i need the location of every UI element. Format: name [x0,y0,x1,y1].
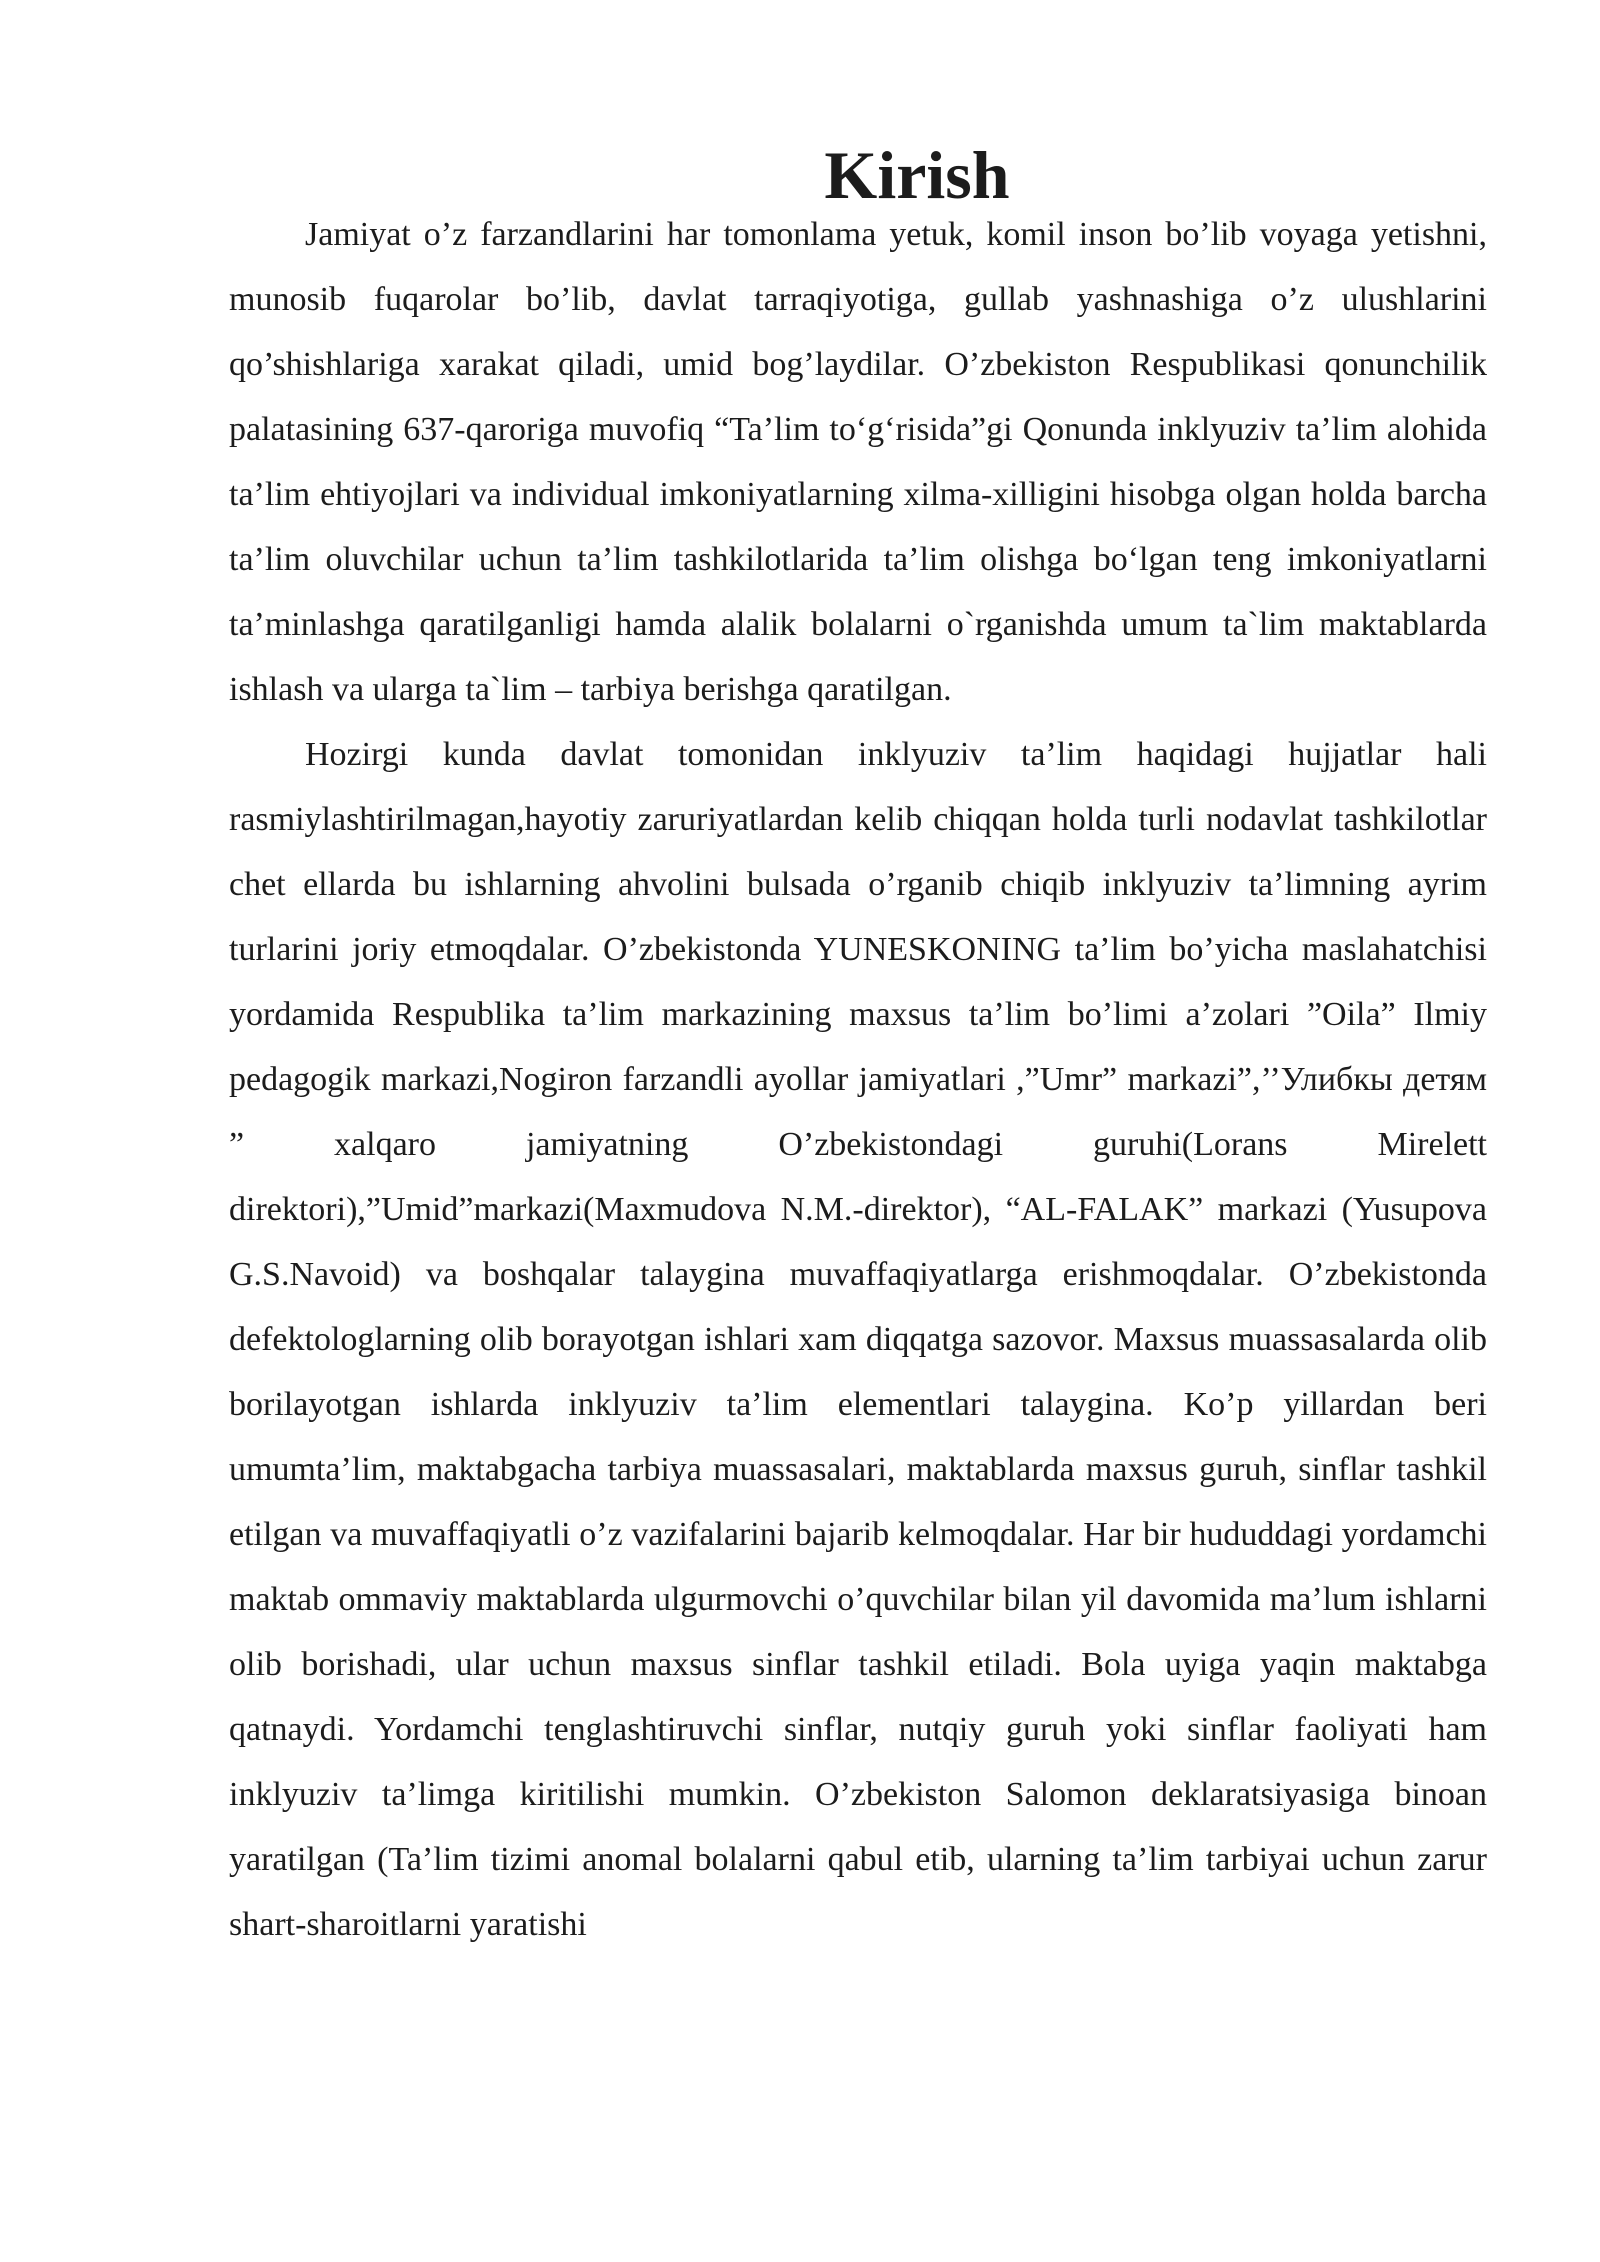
document-body [229,137,1487,1957]
page-title: Kirish [824,137,1010,213]
paragraph-1: Jamiyat o’z farzandlarini har tomonlama yetuk, komil inson bo’lib voyaga yetishni, munosib fuqarolar bo’lib, davlat tarraqiyotiga, gullab yashnashiga o’z ulushlarini qo’shishlariga xarakat qiladi, umid bog’laydilar. O’zbekiston Respublikasi qonunchilik palatasining 637-qaroriga muvofiq “Ta’lim to‘g‘risida”gi Qonunda inklyuziv ta’lim alohida ta’lim ehtiyojlari va individual imkoniyatlarning xilma-xilligini hisobga olgan holda barcha ta’lim oluvchilar uchun ta’lim tashkilotlarida ta’lim olishga bo‘lgan teng imkoniyatlarni ta’minlashga qaratilganligi hamda alalik bolalarni o`rganishda umum ta`lim maktablarda ishlash va ularga ta`lim – tarbiya berishga qaratilgan. [229,216,1487,708]
paragraph-2: Hozirgi kunda davlat tomonidan inklyuziv ta’lim haqidagi hujjatlar hali rasmiylashtirilmagan,hayotiy zaruriyatlardan kelib chiqqan holda turli nodavlat tashkilotlar chet ellarda bu ishlarning ahvolini bulsada o’rganib chiqib inklyuziv ta’limning ayrim turlarini joriy etmoqdalar. O’zbekistonda YUNESKONING ta’lim bo’yicha maslahatchisi yordamida Respublika ta’lim markazining maxsus ta’lim bo’limi a’zolari ”Oila” Ilmiy pedagogik markazi,Nogiron farzandli ayollar jamiyatlari ,”Umr” markazi”,’’Улибкы детям ” xalqaro jamiyatning O’zbekistondagi guruhi(Lorans Mirelett direktori),”Umid”markazi(Maxmudova N.M.-direktor), “AL-FALAK” markazi (Yusupova G.S.Navoid) va boshqalar talaygina muvaffaqiyatlarga erishmoqdalar. O’zbekistonda defektologlarning olib borayotgan ishlari xam diqqatga sazovor. Maxsus muassasalarda olib borilayotgan ishlarda inklyuziv ta’lim elementlari talaygina. Ko’p yillardan beri umumta’lim, maktabgacha tarbiya muassasalari, maktablarda maxsus guruh, sinflar tashkil etilgan va muvaffaqiyatli o’z vazifalarini bajarib kelmoqdalar. Har bir hududdagi yordamchi maktab ommaviy maktablarda ulgurmovchi o’quvchilar bilan yil davomida ma’lum ishlarni olib borishadi, ular uchun maxsus sinflar tashkil etiladi. Bola uyiga yaqin maktabga qatnaydi. Yordamchi tenglashtiruvchi sinflar, nutqiy guruh yoki sinflar faoliyati ham inklyuziv ta’limga kiritilishi mumkin. O’zbekiston Salomon deklaratsiyasiga binoan yaratilgan (Ta’lim tizimi anomal bolalarni qabul etib, ularning ta’lim tarbiyai uchun zarur shart-sharoitlarni yaratishi [229,736,1487,1943]
